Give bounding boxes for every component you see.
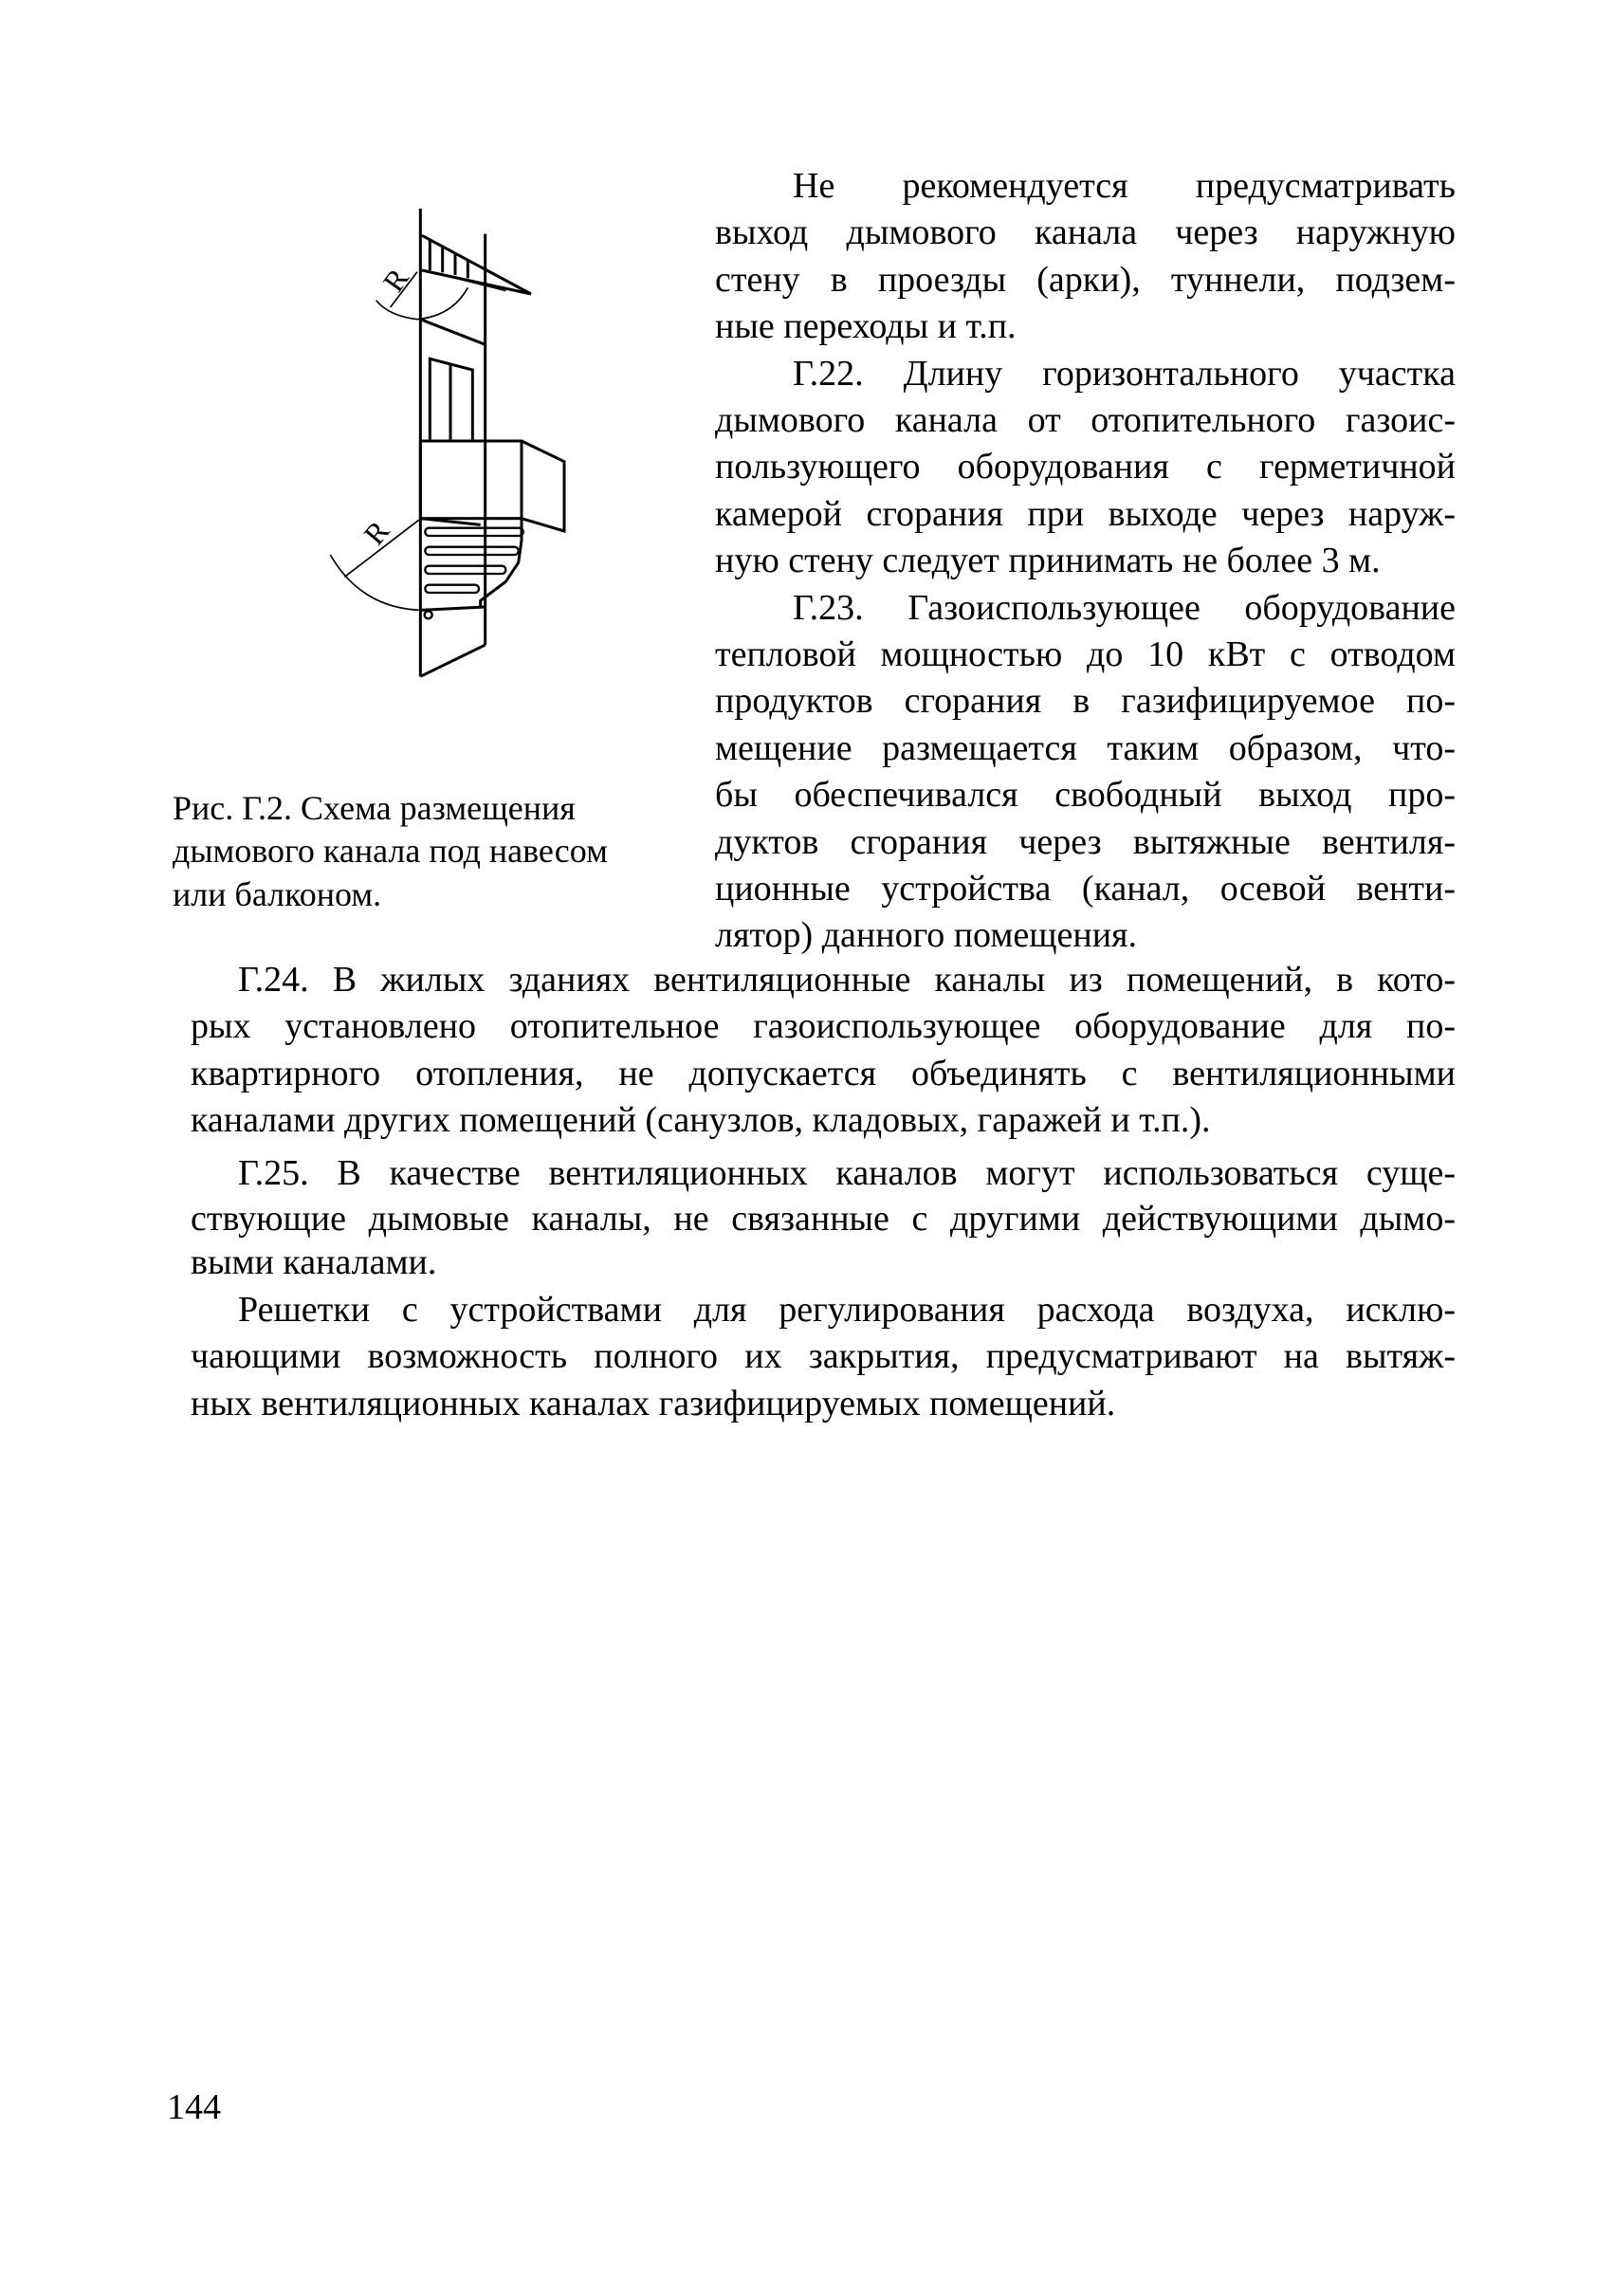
- lower-radius-arc: [330, 555, 418, 610]
- paragraph-line: квартирного отопления, не допускается объединять с вентиляционными: [191, 1054, 1456, 1093]
- paragraph-line: мещение размещается таким образом, что-: [715, 727, 1456, 768]
- paragraph-line: чающими возможность полного их закрытия, предусматривают на вытяж-: [191, 1336, 1456, 1376]
- radiator: [425, 528, 523, 619]
- paragraph-line: Г.24. В жилых зданиях вентиляционные каналы из помещений, в кото-: [238, 960, 1456, 1000]
- paragraph-line: бы обеспечивался свободный выход про-: [715, 775, 1456, 816]
- upper-radius-arc: [376, 287, 468, 319]
- paragraph-line: лятор) данного помещения.: [715, 915, 1138, 956]
- paragraph-line: каналами других помещений (санузлов, кладовых, гаражей и т.п.).: [191, 1100, 1211, 1140]
- paragraph-line: дымового канала от отопительного газоис-: [715, 400, 1456, 440]
- paragraph-line: дуктов сгорания через вытяжные вентиля-: [715, 821, 1456, 862]
- paragraph-line: камерой сгорания при выходе через наруж-: [715, 493, 1456, 534]
- upper-radius-label: R: [376, 262, 415, 299]
- paragraph-line: Г.23. Газоиспользующее оборудование: [793, 587, 1456, 628]
- paragraph-line: тепловой мощностью до 10 кВт с отводом: [715, 634, 1456, 674]
- window: [430, 358, 472, 439]
- canopy: [422, 235, 531, 294]
- page-number: 144: [167, 2087, 221, 2127]
- caption-line: или балконом.: [173, 875, 382, 913]
- paragraph-line: стену в проезды (арки), туннели, подзем-: [715, 259, 1456, 300]
- paragraph-line: выход дымового канала через наружную: [715, 212, 1456, 253]
- paragraph-line: Г.22. Длину горизонтального участка: [793, 353, 1456, 394]
- paragraph-line: рых установлено отопительное газоиспользующее оборудование для по-: [191, 1006, 1456, 1046]
- paragraph-line: ную стену следует принимать не более 3 м.: [715, 541, 1381, 581]
- caption-line: Рис. Г.2. Схема размещения: [173, 789, 576, 827]
- lower-radius-label: R: [357, 514, 396, 552]
- wall-bottom-line: [420, 645, 485, 676]
- chimney-under-balcony-diagram: [303, 190, 569, 721]
- caption-line: дымового канала под навесом: [173, 832, 608, 870]
- paragraph-line: ствующие дымовые каналы, не связанные с другими действующими дымо-: [191, 1199, 1456, 1239]
- paragraph-line: Г.25. В качестве вентиляционных каналов могут использоваться суще-: [238, 1153, 1456, 1193]
- wall-diagonal-line: [420, 320, 485, 345]
- paragraph-line: Решетки с устройствами для регулирования расхода воздуха, исклю-: [238, 1290, 1456, 1330]
- paragraph-line: продуктов сгорания в газифицируемое по-: [715, 681, 1456, 722]
- paragraph-line: ные переходы и т.п.: [715, 306, 1017, 347]
- paragraph-line: ных вентиляционных каналах газифицируемых помещений.: [191, 1384, 1116, 1424]
- paragraph-line: выми каналами.: [191, 1242, 437, 1282]
- paragraph-line: ционные устройства (канал, осевой венти-: [715, 869, 1456, 909]
- paragraph-line: Не рекомендуется предусматривать: [793, 166, 1456, 206]
- paragraph-line: пользующего оборудования с герметичной: [715, 447, 1456, 487]
